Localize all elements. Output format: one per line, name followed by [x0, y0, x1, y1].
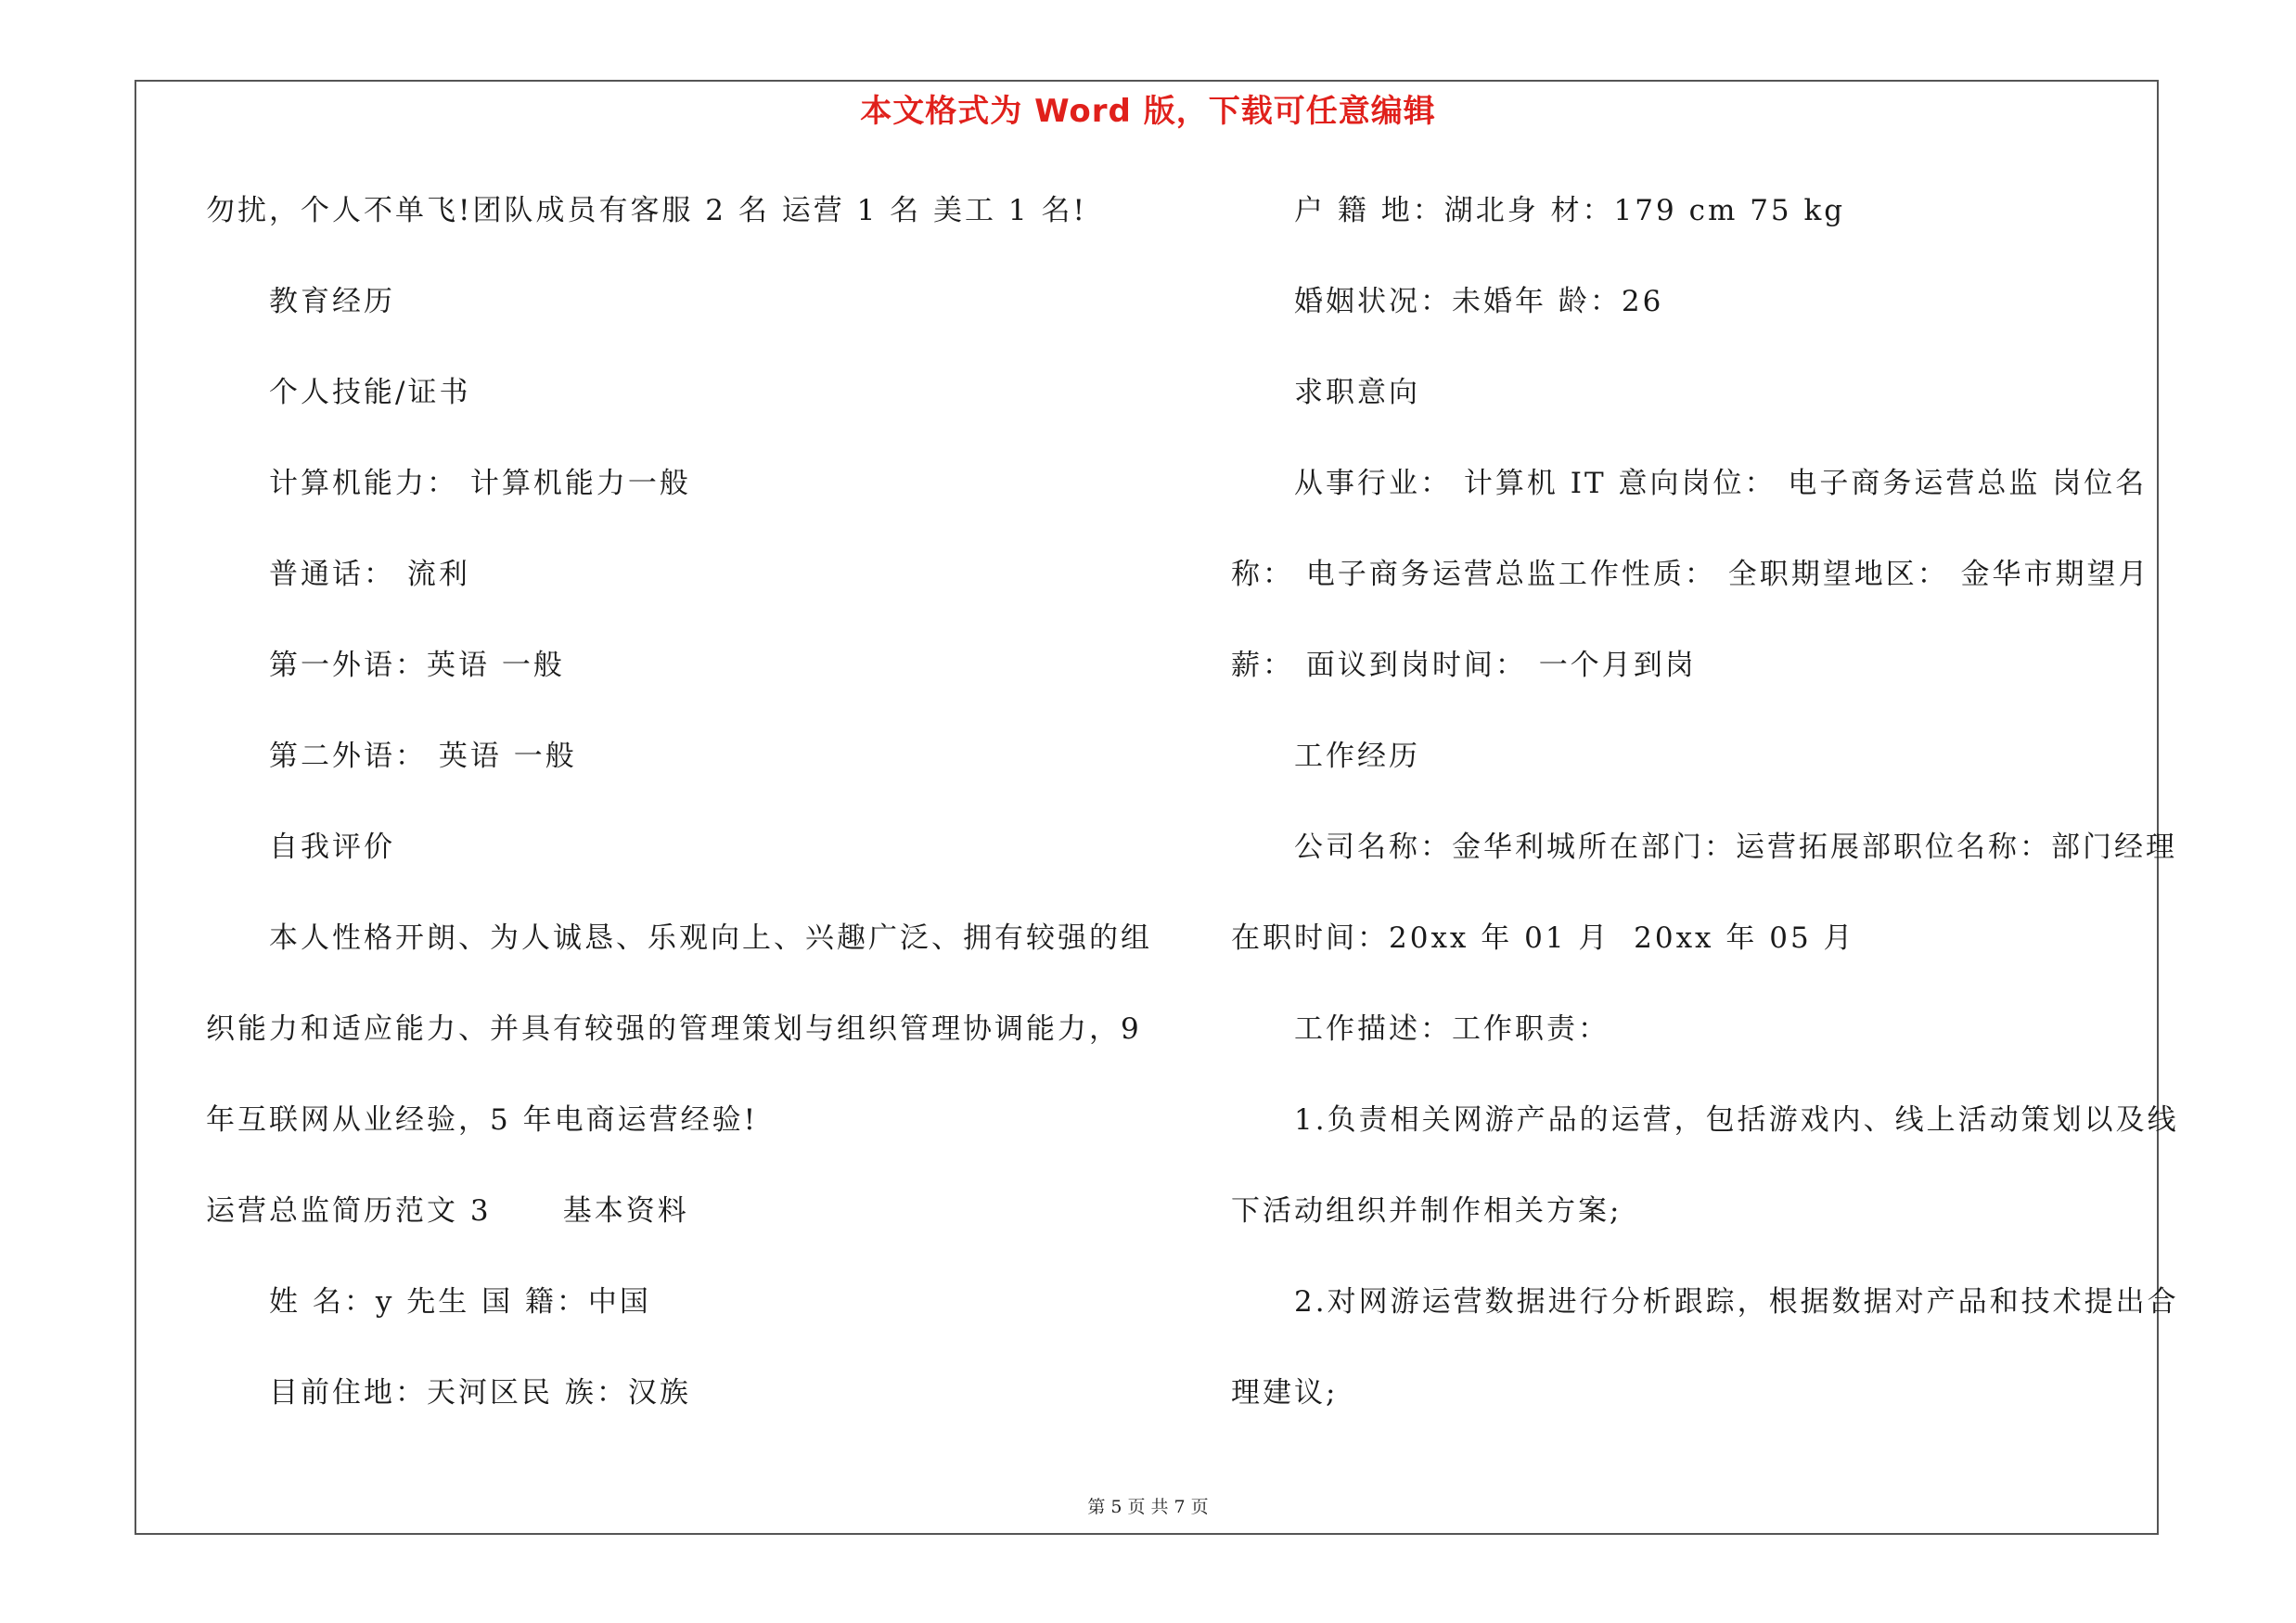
- section-heading-skills: 个人技能/证书: [269, 376, 471, 409]
- text-line: 姓 名：y 先生 国 籍：中国: [269, 1285, 651, 1319]
- section-heading-education: 教育经历: [269, 285, 395, 318]
- text-line: 理建议;: [1231, 1376, 1339, 1410]
- left-column: [206, 181, 1152, 1454]
- page-number-footer: 第 5 页 共 7 页: [1087, 1497, 1209, 1517]
- section-heading-self-evaluation: 自我评价: [269, 831, 395, 864]
- text-line: 年互联网从业经验，5 年电商运营经验!: [206, 1103, 759, 1137]
- text-line: 公司名称：金华利城所在部门：运营拓展部职位名称：部门经理: [1294, 831, 2177, 864]
- text-line: 计算机能力： 计算机能力一般: [269, 467, 691, 500]
- header-banner: 本文格式为 Word 版，下载可任意编辑: [860, 93, 1436, 130]
- text-line: 下活动组织并制作相关方案;: [1231, 1194, 1623, 1228]
- text-line: 称： 电子商务运营总监工作性质： 全职期望地区： 金华市期望月: [1231, 558, 2150, 591]
- text-line: 婚姻状况：未婚年 龄：26: [1294, 285, 1664, 318]
- text-line: 普通话： 流利: [269, 558, 470, 591]
- section-heading-work-experience: 工作经历: [1294, 740, 1420, 773]
- text-line: 织能力和适应能力、并具有较强的管理策划与组织管理协调能力，9: [206, 1012, 1142, 1046]
- text-line: 第一外语：英语 一般: [269, 649, 565, 682]
- text-line: 2.对网游运营数据进行分析跟踪，根据数据对产品和技术提出合: [1294, 1285, 2179, 1319]
- section-heading-job-intention: 求职意向: [1294, 376, 1420, 409]
- text-line: 1.负责相关网游产品的运营，包括游戏内、线上活动策划以及线: [1294, 1103, 2179, 1137]
- text-line: 本人性格开朗、为人诚恳、乐观向上、兴趣广泛、拥有较强的组: [269, 921, 1152, 955]
- text-line: 勿扰，个人不单飞!团队成员有客服 2 名 运营 1 名 美工 1 名!: [206, 194, 1087, 227]
- text-line: 在职时间：20xx 年 01 月 20xx 年 05 月: [1231, 921, 1855, 955]
- text-line: 工作描述：工作职责：: [1294, 1012, 1610, 1046]
- text-line: 薪： 面议到岗时间： 一个月到岗: [1231, 649, 1697, 682]
- text-line: 户 籍 地：湖北身 材：179 cm 75 kg: [1294, 194, 1846, 227]
- right-column: [1231, 181, 2179, 1454]
- text-line: 目前住地：天河区民 族：汉族: [269, 1376, 691, 1410]
- text-line: 运营总监简历范文 3 基本资料: [206, 1194, 689, 1228]
- text-line: 从事行业： 计算机 IT 意向岗位： 电子商务运营总监 岗位名: [1294, 467, 2148, 500]
- text-line: 第二外语： 英语 一般: [269, 740, 577, 773]
